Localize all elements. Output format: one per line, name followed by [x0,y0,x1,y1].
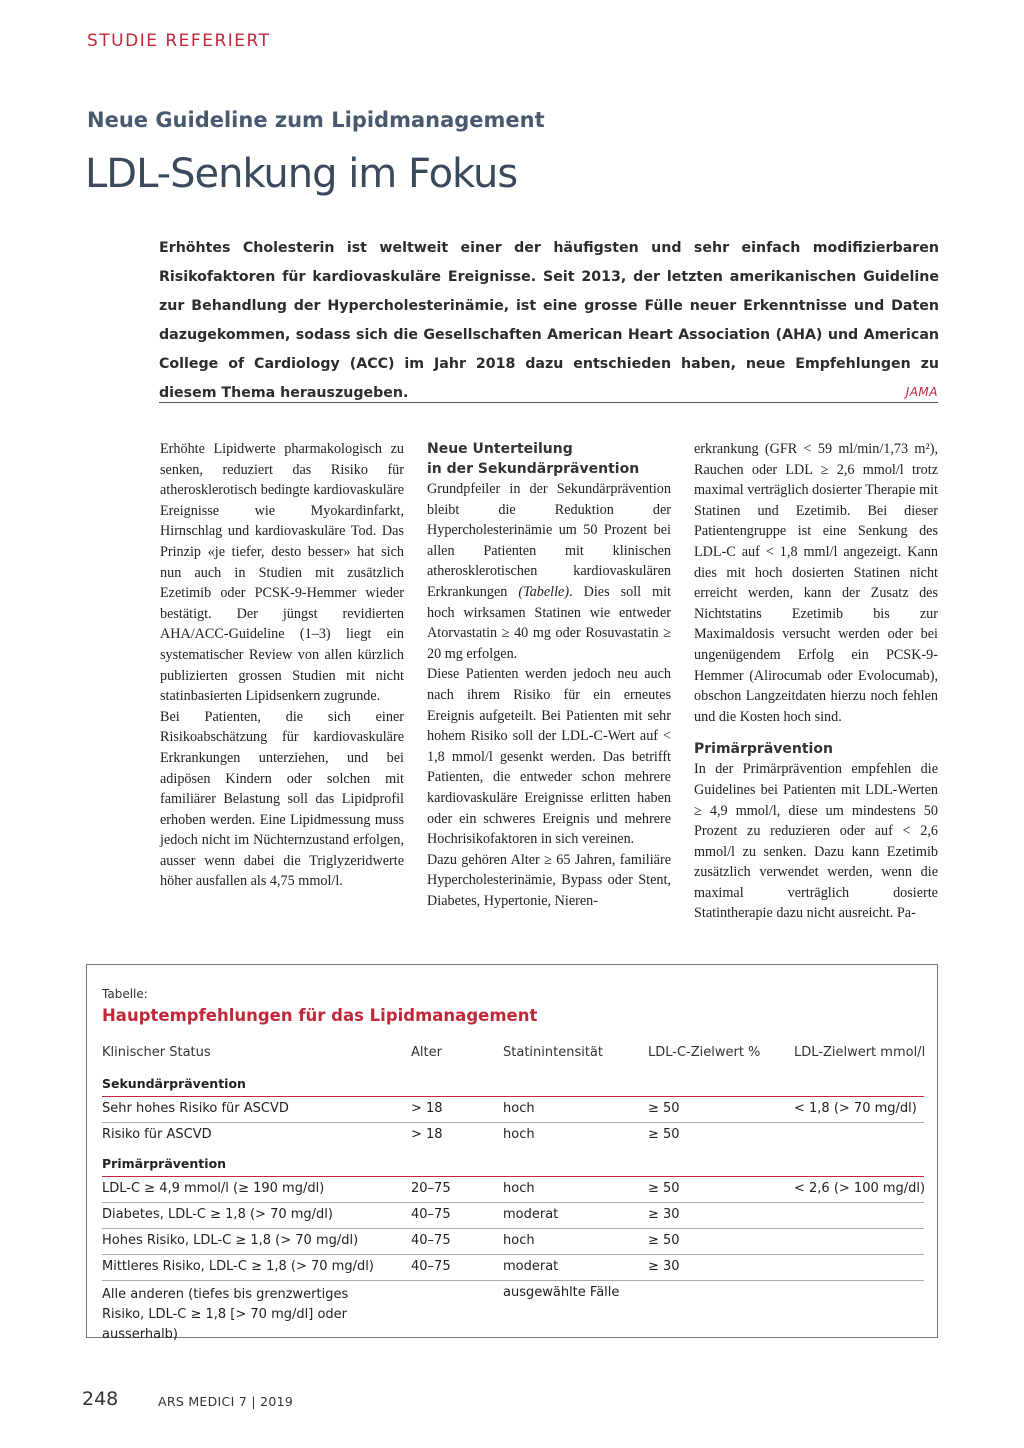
group-label: Sekundärprävention [102,1076,246,1091]
body-paragraph: Diese Patienten werden jedoch neu auch nach ihrem Risiko für ein erneutes Ereignis aufgeteilt. Bei Patienten mit sehr hohem Risiko soll der LDL-C-Wert auf < 1,8 mmol/l gesenkt werden. Das betrifft Patienten, die entweder schon mehrere kardiovaskuläre Ereignisse erlitten haben oder ein schweres Ereignis und mehrere Hochrisikofaktoren in sich vereinen. [427,666,671,848]
table-cell: 40–75 [411,1259,451,1274]
table-group-row [102,1068,924,1097]
column-header: Klinischer Status [102,1045,211,1060]
source-label: JAMA [905,385,938,399]
table-cell: Alle anderen (tiefes bis grenzwertiges Risiko, LDL-C ≥ 1,8 [> 70 mg/dl] oder ausserhalb) [102,1287,349,1342]
section-label: STUDIE REFERIERT [87,31,271,51]
table-cell: ≥ 50 [648,1233,680,1248]
table-cell: < 1,8 (> 70 mg/dl) [794,1101,917,1116]
table-cell: Sehr hohes Risiko für ASCVD [102,1101,289,1116]
body-text: . Dies soll mit hoch wirksamen Statinen wie entweder Atorvastatin ≥ 40 mg oder Rosuvastatin ≥ 20 mg erfolgen. [427,583,671,662]
table-cell: moderat [503,1207,559,1222]
group-label: Primärprävention [102,1156,227,1171]
body-paragraph: erkrankung (GFR < 59 ml/min/1,73 m²), Rauchen oder LDL ≥ 2,6 mmol/l trotz maximal verträglich dosierter Therapie mit Statinen und Ezetimib. Bei dieser Patientengruppe ist eine Senkung des LDL-C auf < 1,8 mml/l angezeigt. Kann dies mit hoch dosierten Statinen nicht erreicht werden, kann der Zusatz des Nichtstatins Ezetimib bis zur Maximaldosis versucht werden oder bei ungenügendem Erfolg ein PCSK-9-Hemmer (Alirocumab oder Evolocumab), obschon Langzeitdaten hierzu noch fehlen und die Kosten hoch sind. [694,441,938,725]
table-cell: Hohes Risiko, LDL-C ≥ 1,8 (> 70 mg/dl) [102,1233,359,1248]
body-paragraph: In der Primärprävention empfehlen die Guidelines bei Patienten mit LDL-Werten ≥ 4,9 mmol/l, diese um mindestens 50 Prozent zu reduzieren oder auf < 2,6 mmol/l zu senken. Dazu kann Ezetimib zusätzlich verwendet werden, wenn die maximal verträglich dosierte Statintherapie dazu nicht ausreicht. Pa- [694,761,938,922]
article-headline: LDL-Senkung im Fokus [85,151,518,197]
body-text: Grundpfeiler in der Sekundärprävention bleibt die Reduktion der Hypercholesterinämie um 50 Prozent bei allen Patienten mit klinischen atherosklerotischen kardiovaskulären Erkrankungen [427,481,671,600]
table-reference: (Tabelle) [518,583,570,600]
table-row [102,1123,924,1148]
table-cell: 40–75 [411,1207,451,1222]
table-cell: LDL-C ≥ 4,9 mmol/l (≥ 190 mg/dl) [102,1181,325,1196]
table-cell: ausgewählte Fälle [503,1285,620,1300]
subheading-secondary-prevention [427,439,671,479]
column-header: LDL-Zielwert mmol/l [794,1045,926,1060]
table-cell: ≥ 30 [648,1207,680,1222]
subheading-line: in der Sekundärprävention [427,461,640,477]
column-header: Alter [411,1045,442,1060]
column-header: Statinintensität [503,1045,603,1060]
lead-divider [159,402,938,403]
body-paragraph [427,479,671,664]
table-cell: hoch [503,1127,535,1142]
table-cell: Mittleres Risiko, LDL-C ≥ 1,8 (> 70 mg/dl) [102,1259,374,1274]
magazine-issue: ARS MEDICI 7 | 2019 [158,1394,294,1409]
table-row [102,1281,924,1342]
lead-paragraph: Erhöhtes Cholesterin ist weltweit einer der häufigsten und sehr einfach modifizierbaren Risikofaktoren für kardiovaskuläre Ereignisse. Seit 2013, der letzten amerikanischen Guideline zur Behandlung der Hypercholesterinämie, ist eine grosse Fülle neuer Erkenntnisse und Daten dazugekommen, sodass sich die Gesellschaften American Heart Association (AHA) und American College of Cardiology (ACC) im Jahr 2018 dazu entschieden haben, neue Empfehlungen zu diesem Thema herauszugeben. [159,240,939,401]
table-cell: moderat [503,1259,559,1274]
table-cell: Diabetes, LDL-C ≥ 1,8 (> 70 mg/dl) [102,1207,333,1222]
table-group-row [102,1148,924,1177]
page-number: 248 [82,1388,119,1410]
table-grid [102,1041,926,1342]
body-column-2 [427,439,671,911]
table-row [102,1255,924,1281]
table-row [102,1229,924,1255]
body-paragraph: Dazu gehören Alter ≥ 65 Jahren, familiäre Hypercholesterinämie, Bypass oder Stent, Diabetes, Hypertonie, Nieren- [427,851,671,909]
table-row [102,1177,924,1203]
body-paragraph: Erhöhte Lipidwerte pharmakologisch zu senken, reduziert das Risiko für atherosklerotisch bedingte kardiovaskuläre Ereignisse wie Myokardinfarkt, Hirnschlag und kardiovaskuläre Tod. Das Prinzip «je tiefer, desto besser» hat sich nun auch in Studien mit zusätzlich Ezetimib oder PCSK-9-Hemmer wieder bestätigt. Der jüngst revidierten AHA/ACC-Guideline (1–3) liegt ein systematischer Review von allen kürzlich publizierten grossen Studien mit nicht statinbasierten Lipidsenkern zugrunde. [160,441,404,705]
body-paragraph: Bei Patienten, die sich einer Risikoabschätzung für kardiovaskuläre Erkrankungen unterziehen, und bei adipösen Kindern oder solchen mit familiärer Belastung soll das Lipidprofil erhoben werden. Eine Lipidmessung muss jedoch nicht im Nüchternzustand erfolgen, ausser wenn dabei die Triglyzeridwerte höher ausfallen als 4,75 mmol/l. [160,708,404,890]
body-column-1 [160,439,404,892]
table-cell: ≥ 50 [648,1101,680,1116]
table-row [102,1097,924,1123]
table-cell: 40–75 [411,1233,451,1248]
article-kicker: Neue Guideline zum Lipidmanagement [87,108,545,132]
table-label: Tabelle: [102,987,148,1001]
recommendations-table [86,964,938,1342]
table-header-row [102,1041,924,1068]
table-row [102,1203,924,1229]
table-cell: > 18 [411,1101,443,1116]
table-cell: 20–75 [411,1181,451,1196]
subheading-primary-prevention: Primärprävention [694,741,833,758]
table-cell: ≥ 30 [648,1259,680,1274]
subheading-line: Neue Unterteilung [427,441,573,457]
table-cell: ≥ 50 [648,1181,680,1196]
table-cell: Risiko für ASCVD [102,1127,212,1142]
table-cell: hoch [503,1101,535,1116]
table-cell: < 2,6 (> 100 mg/dl) [794,1181,926,1196]
table-title: Hauptempfehlungen für das Lipidmanagement [102,1006,538,1025]
body-column-3 [694,439,938,924]
table-cell: hoch [503,1181,535,1196]
table-cell: hoch [503,1233,535,1248]
table-cell: > 18 [411,1127,443,1142]
table-cell: ≥ 50 [648,1127,680,1142]
column-header: LDL-C-Zielwert % [648,1045,761,1060]
